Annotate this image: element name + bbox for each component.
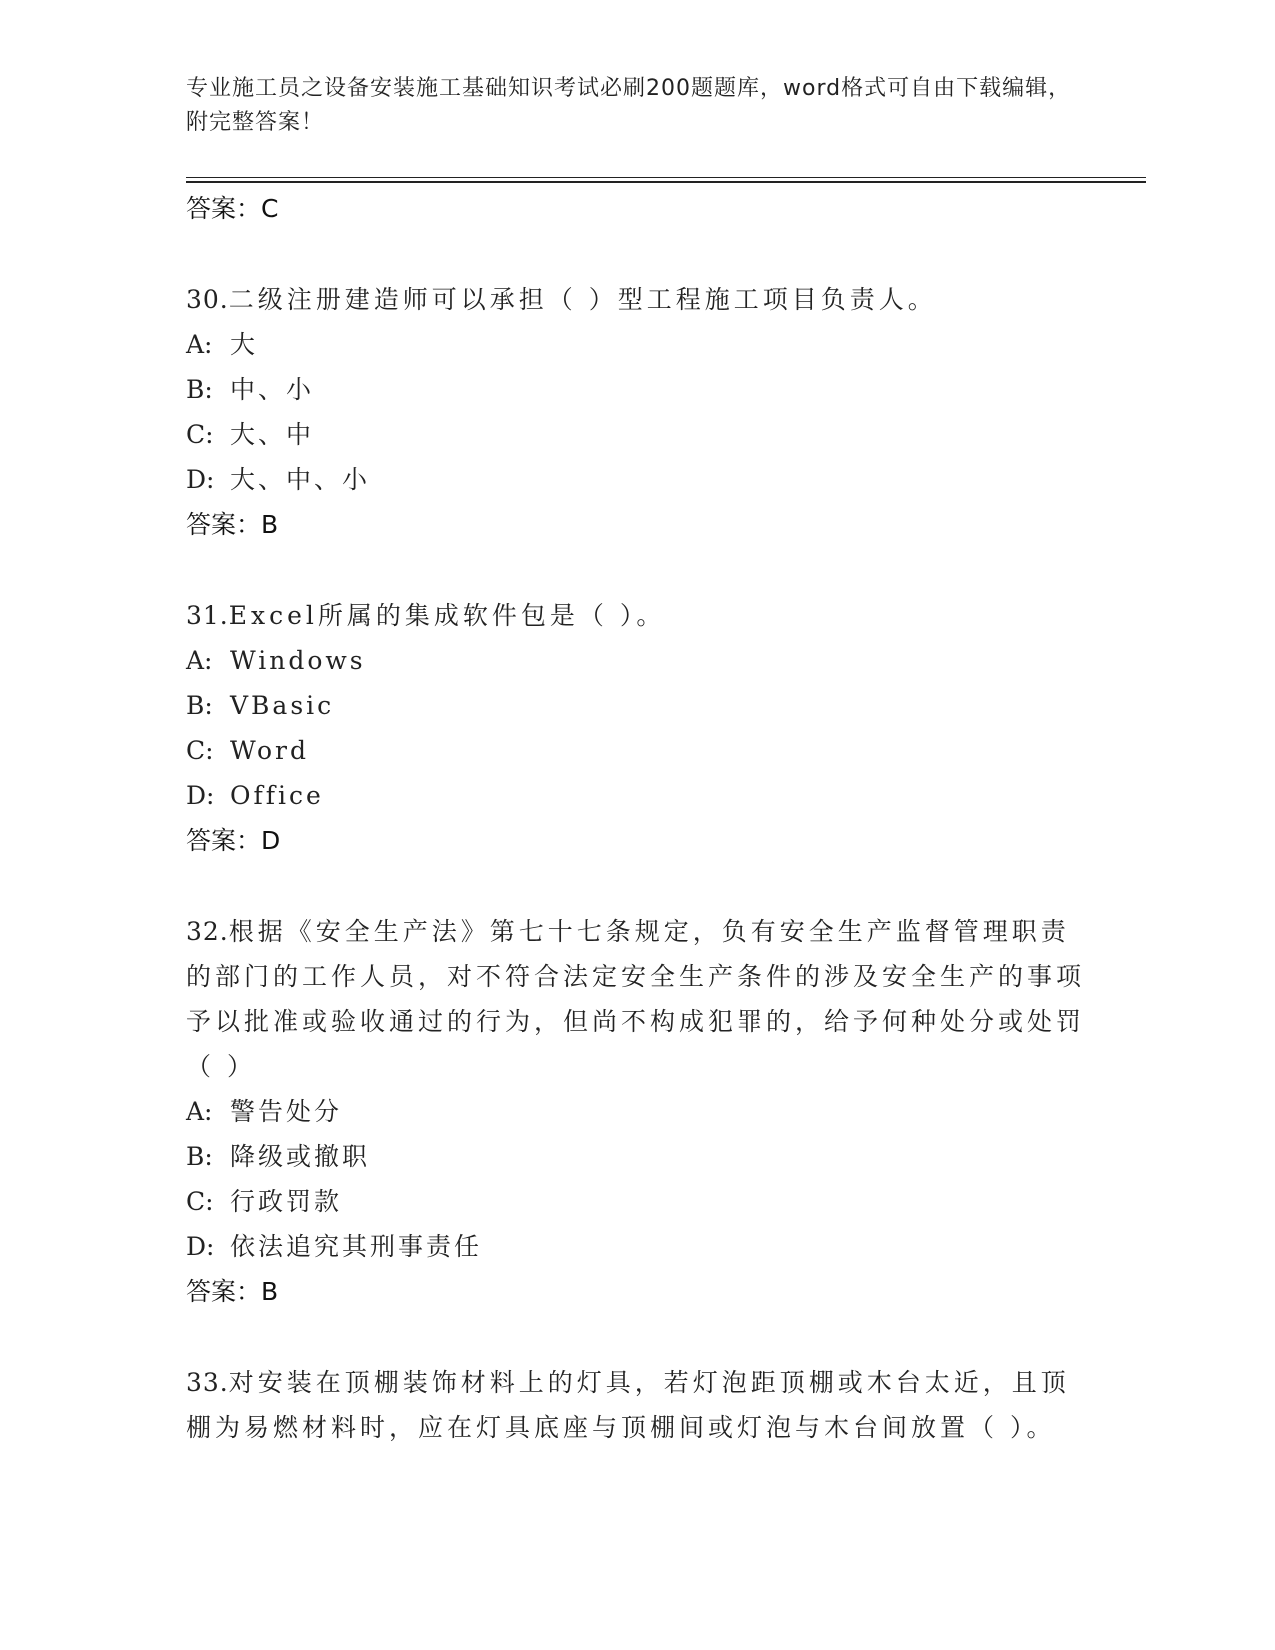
option-b — [186, 1134, 1086, 1179]
answer-line: 答案：C — [186, 194, 279, 223]
option-d — [186, 457, 1086, 502]
question-33 — [186, 1360, 1086, 1450]
question-body: Excel所属的集成软件包是（ ）。 — [228, 601, 666, 630]
answer-line: 答案：B — [186, 510, 279, 539]
option-key: C: — [186, 1187, 214, 1216]
option-key: C: — [186, 736, 214, 765]
option-text: Office — [230, 781, 324, 810]
option-a — [186, 638, 1086, 683]
option-key: B: — [186, 375, 213, 404]
option-d — [186, 773, 1086, 818]
option-text: 大、中、小 — [230, 465, 371, 494]
question-number: 30. — [186, 285, 229, 314]
question-text — [186, 593, 1086, 638]
option-text: VBasic — [230, 691, 335, 720]
option-key: D: — [186, 465, 215, 494]
option-c — [186, 412, 1086, 457]
option-text: Windows — [230, 646, 366, 675]
option-key: D: — [186, 781, 215, 810]
option-text: 行政罚款 — [230, 1187, 343, 1216]
question-32 — [186, 909, 1086, 1314]
question-number: 32. — [186, 917, 229, 946]
document-content — [186, 186, 1086, 1450]
option-text: Word — [230, 736, 310, 765]
question-body: 根据《安全生产法》第七十七条规定，负有安全生产监督管理职责的部门的工作人员，对不符合法定安全生产条件的涉及安全生产的事项予以批准或验收通过的行为，但尚不构成犯罪的，给予何种处分或处罚（ ） — [186, 917, 1086, 1081]
question-body: 对安装在顶棚装饰材料上的灯具，若灯泡距顶棚或木台太近，且顶棚为易燃材料时，应在灯具底座与顶棚间或灯泡与木台间放置（ ）。 — [186, 1368, 1070, 1442]
option-a — [186, 1089, 1086, 1134]
answer-line: 答案：D — [186, 826, 281, 855]
header-title: 专业施工员之设备安装施工基础知识考试必刷200题题库，word格式可自由下载编辑，附完整答案！ — [186, 76, 1072, 135]
option-key: B: — [186, 1142, 213, 1171]
option-a — [186, 322, 1086, 367]
header-divider — [186, 177, 1146, 178]
option-text: 中、小 — [230, 375, 315, 404]
question-30 — [186, 277, 1086, 547]
option-key: B: — [186, 691, 213, 720]
answer-line: 答案：B — [186, 1277, 279, 1306]
option-text: 依法追究其刑事责任 — [230, 1232, 483, 1261]
option-key: A: — [186, 646, 213, 675]
option-text: 大 — [230, 330, 259, 359]
header-divider-thick — [186, 181, 1146, 183]
option-c — [186, 1179, 1086, 1224]
question-number: 33. — [186, 1368, 229, 1397]
option-key: A: — [186, 330, 213, 359]
question-31 — [186, 593, 1086, 863]
option-key: C: — [186, 420, 214, 449]
question-body: 二级注册建造师可以承担（ ）型工程施工项目负责人。 — [228, 285, 937, 314]
option-text: 大、中 — [230, 420, 315, 449]
option-key: A: — [186, 1097, 213, 1126]
option-b — [186, 367, 1086, 412]
option-key: D: — [186, 1232, 215, 1261]
option-text: 降级或撤职 — [230, 1142, 371, 1171]
option-b — [186, 683, 1086, 728]
question-text — [186, 277, 1086, 322]
question-text — [186, 909, 1086, 1089]
question-text — [186, 1360, 1086, 1450]
option-text: 警告处分 — [230, 1097, 343, 1126]
option-c — [186, 728, 1086, 773]
option-d — [186, 1224, 1086, 1269]
question-number: 31. — [186, 601, 229, 630]
